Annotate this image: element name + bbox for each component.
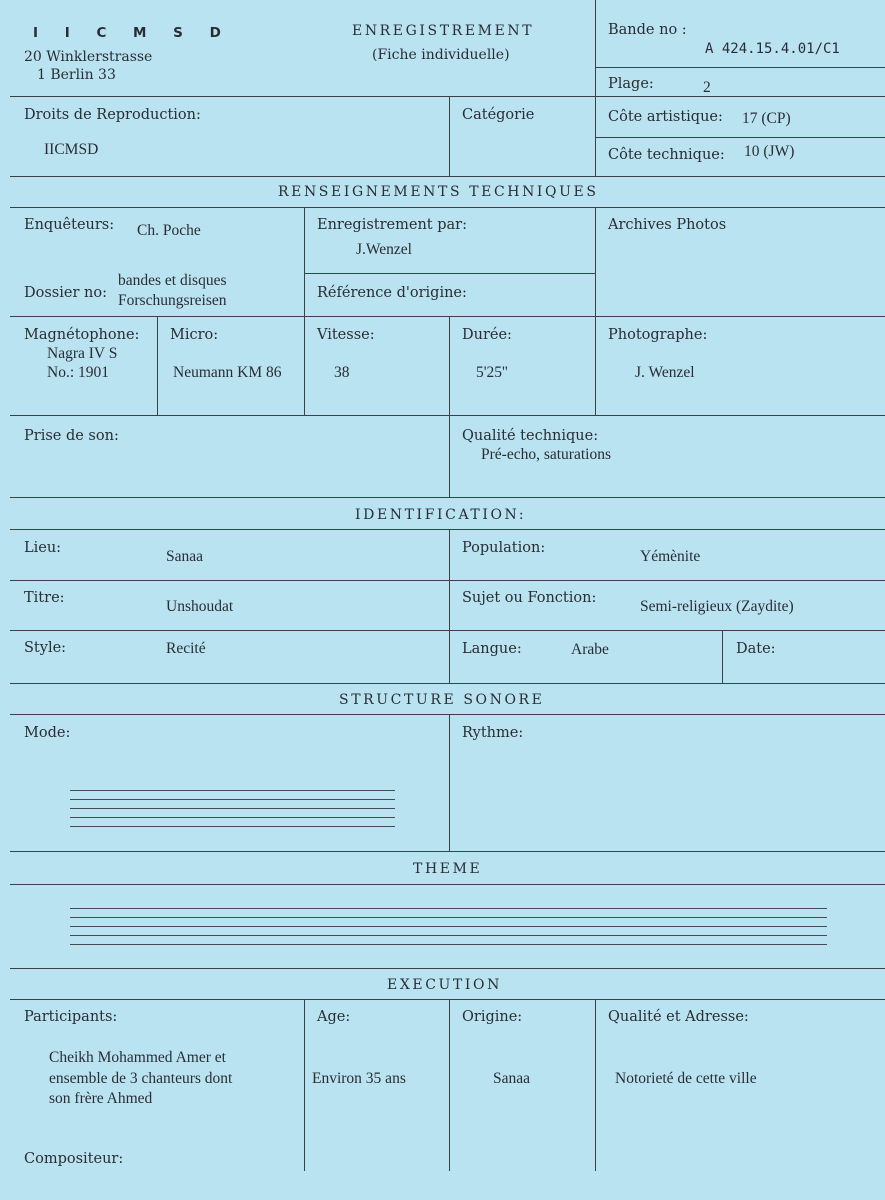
prise-de-son-label: Prise de son: <box>24 428 119 444</box>
cote-artistique-label: Côte artistique: <box>608 109 723 125</box>
population-value: Yémènite <box>640 548 701 565</box>
bande-value: A 424.15.4.01/C1 <box>705 41 840 57</box>
staff-line <box>70 935 827 936</box>
droits-value: IICMSD <box>44 141 99 158</box>
style-value: Recité <box>166 640 206 657</box>
categorie-label: Catégorie <box>462 107 535 123</box>
cote-technique-label: Côte technique: <box>608 147 725 163</box>
participants-label: Participants: <box>24 1009 118 1025</box>
micro-value-clip <box>170 362 304 384</box>
vitesse-label: Vitesse: <box>317 327 375 343</box>
rule <box>304 207 305 415</box>
bande-label: Bande no : <box>608 22 687 38</box>
vitesse-value: 38 <box>334 364 350 381</box>
rule <box>304 999 305 1171</box>
enqueteurs-label: Enquêteurs: <box>24 217 115 233</box>
plage-value: 2 <box>703 79 711 96</box>
magnetophone-value-line2: No.: 1901 <box>47 364 109 381</box>
micro-value: Neumann KM 86 <box>173 364 282 381</box>
titre-value: Unshoudat <box>166 598 234 615</box>
rule <box>595 999 596 1171</box>
rythme-label: Rythme: <box>462 725 524 741</box>
magnetophone-value-line1: Nagra IV S <box>47 345 118 362</box>
dossier-value-line1: bandes et disques <box>118 272 227 289</box>
participants-line2: ensemble de 3 chanteurs dont <box>49 1070 233 1087</box>
dossier-value-line2: Forschungsreisen <box>118 292 227 309</box>
magnetophone-label: Magnétophone: <box>24 327 140 343</box>
qualite-technique-label: Qualité technique: <box>462 428 599 444</box>
rule <box>595 137 885 138</box>
qualite-technique-value: Pré-echo, saturations <box>481 446 611 463</box>
plage-label: Plage: <box>608 76 654 92</box>
rule <box>449 316 450 497</box>
langue-value: Arabe <box>571 641 609 658</box>
rule <box>10 316 885 317</box>
reference-label: Référence d'origine: <box>317 285 467 301</box>
org-name: I I C M S D <box>33 25 232 41</box>
qualite-adresse-value: Notorieté de cette ville <box>615 1070 757 1087</box>
rule <box>10 630 885 631</box>
enqueteurs-value: Ch. Poche <box>137 222 201 239</box>
origine-value: Sanaa <box>493 1070 531 1087</box>
section-title-identification: IDENTIFICATION: <box>355 507 527 523</box>
staff-line <box>70 808 395 809</box>
staff-line <box>70 790 395 791</box>
style-label: Style: <box>24 640 67 656</box>
rule <box>10 884 885 885</box>
age-label: Age: <box>317 1009 351 1025</box>
participants-line3: son frère Ahmed <box>49 1090 153 1107</box>
titre-label: Titre: <box>24 590 65 606</box>
rule <box>10 580 885 581</box>
form-title: ENREGISTREMENT <box>352 23 535 39</box>
rule <box>10 207 885 208</box>
photographe-value: J. Wenzel <box>635 364 695 381</box>
duree-value: 5'25'' <box>476 364 508 381</box>
mode-label: Mode: <box>24 725 71 741</box>
form-subtitle: (Fiche individuelle) <box>372 47 510 63</box>
rule <box>157 316 158 415</box>
photographe-label: Photographe: <box>608 327 708 343</box>
rule <box>10 683 885 684</box>
staff-line <box>70 817 395 818</box>
enregistrement-par-label: Enregistrement par: <box>317 217 467 233</box>
participants-line1: Cheikh Mohammed Amer et <box>49 1049 226 1066</box>
rule <box>722 630 723 683</box>
cote-artistique-value: 17 (CP) <box>742 110 791 127</box>
staff-line <box>70 799 395 800</box>
rule <box>449 714 450 851</box>
rule <box>449 529 450 683</box>
section-title-structure: STRUCTURE SONORE <box>339 692 545 708</box>
section-title-technical: RENSEIGNEMENTS TECHNIQUES <box>278 184 599 200</box>
compositeur-label: Compositeur: <box>24 1151 124 1167</box>
droits-label: Droits de Reproduction: <box>24 107 201 123</box>
micro-label: Micro: <box>170 327 219 343</box>
rule <box>595 207 596 415</box>
rule <box>10 415 885 416</box>
rule <box>10 851 885 852</box>
dossier-label: Dossier no: <box>24 285 107 301</box>
age-value: Environ 35 ans <box>312 1070 406 1087</box>
cote-technique-value: 10 (JW) <box>744 143 795 160</box>
staff-line <box>70 908 827 909</box>
origine-label: Origine: <box>462 1009 523 1025</box>
langue-label: Langue: <box>462 641 522 657</box>
rule <box>595 67 885 68</box>
lieu-value: Sanaa <box>166 548 204 565</box>
staff-line <box>70 944 827 945</box>
archives-photos-label: Archives Photos <box>608 217 727 233</box>
rule <box>10 96 885 97</box>
qualite-adresse-label: Qualité et Adresse: <box>608 1009 749 1025</box>
rule <box>595 0 596 176</box>
staff-line <box>70 826 395 827</box>
duree-label: Durée: <box>462 327 512 343</box>
rule <box>10 529 885 530</box>
sujet-label: Sujet ou Fonction: <box>462 590 597 606</box>
rule <box>449 999 450 1171</box>
address-city: 1 Berlin 33 <box>37 67 116 83</box>
rule <box>10 968 885 969</box>
rule <box>449 96 450 176</box>
population-label: Population: <box>462 540 546 556</box>
rule <box>10 176 885 177</box>
section-title-theme: THEME <box>413 861 483 877</box>
address-street: 20 Winklerstrasse <box>24 49 153 65</box>
section-title-execution: EXECUTION <box>387 977 502 993</box>
sujet-value: Semi-religieux (Zaydite) <box>640 598 794 615</box>
enregistrement-par-value: J.Wenzel <box>356 241 412 258</box>
rule <box>10 999 885 1000</box>
staff-line <box>70 926 827 927</box>
staff-line <box>70 917 827 918</box>
date-label: Date: <box>736 641 776 657</box>
rule <box>304 273 595 274</box>
rule <box>10 497 885 498</box>
rule <box>10 714 885 715</box>
lieu-label: Lieu: <box>24 540 62 556</box>
